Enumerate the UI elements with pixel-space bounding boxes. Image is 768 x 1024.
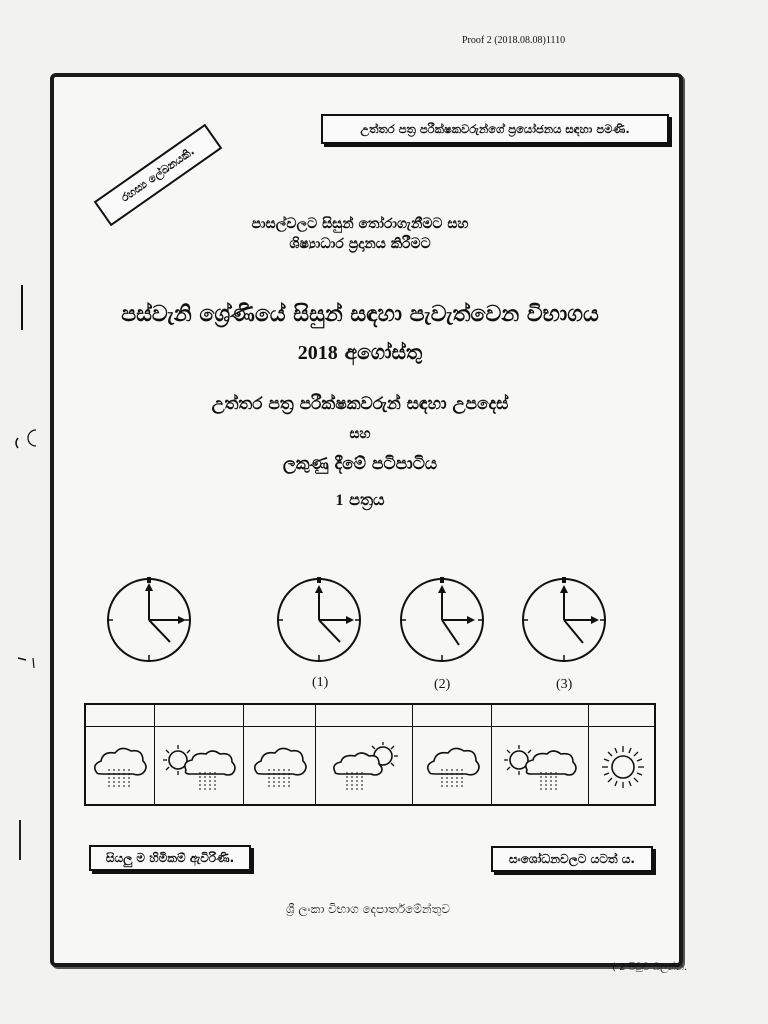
clock-icon [519, 575, 609, 665]
rain-cloud-icon [89, 743, 151, 791]
clock-icon [274, 575, 364, 665]
weather-cell [245, 728, 315, 806]
copyright-box: සියලු ම හිමිකම් ඇවිරිණි. [89, 845, 251, 871]
clock-icon [104, 575, 194, 665]
weather-cell [414, 728, 491, 806]
exam-date [80, 340, 640, 365]
weather-cell [493, 728, 588, 806]
revisions-box: සංශෝධනවලට යටත් ය. [491, 846, 653, 872]
table-divider [243, 705, 244, 804]
table-divider [315, 705, 316, 804]
weather-cell [317, 728, 412, 806]
department-name: ශ්‍රී ලංකා විභාග දෙපාර්තමේන්තුව [285, 902, 450, 916]
and-text: සහ [349, 426, 371, 442]
clock-icon [397, 575, 487, 665]
exam-month: අගෝස්තු [344, 340, 423, 364]
sun-icon [598, 742, 648, 792]
examiner-use-box: උත්තර පත්‍ර පරීක්ෂකවරුන්ගේ ප්‍රයෝජනය සඳහා පමණි. [321, 114, 669, 144]
sun-cloud-rain-icon [323, 742, 407, 792]
clock-label-2: (2) [434, 677, 451, 692]
table-divider [588, 705, 589, 804]
sun-cloud-rain-icon [158, 742, 242, 792]
table-header-divider [86, 726, 654, 727]
sun-cloud-rain-icon [499, 742, 583, 792]
exam-year: 2018 [297, 342, 338, 364]
marking-scheme-heading: ලකුණු දීමේ පටිපාටිය [282, 454, 438, 474]
exam-title: පස්වැනි ශ්‍රේණියේ සිසුන් සඳහා පැවැත්වෙන විභාගය [121, 302, 599, 327]
document-frame [50, 73, 683, 967]
weather-cell [156, 728, 243, 806]
table-divider [412, 705, 413, 804]
table-divider [154, 705, 155, 804]
weather-cell [86, 728, 154, 806]
clock-label-3: (3) [556, 677, 573, 692]
purpose-line-2: ශිෂ්‍යාධාර ප්‍රදානය කිරීමට [289, 236, 431, 252]
clock-label-1: (1) [312, 675, 329, 690]
proof-label: Proof 2 (2018.08.08)1110 [462, 35, 566, 46]
paper-word: පත්‍රය [349, 490, 385, 509]
confidential-stamp: රහස්‍ය ලේඛනයකි. [94, 124, 223, 227]
paper-number: 1 [335, 492, 344, 509]
purpose-line-1: පාසල්වලට සිසුන් තෝරාගැනීමට සහ [251, 216, 469, 232]
margin-marks [0, 280, 40, 880]
weather-cell [590, 728, 656, 806]
paper-label [80, 490, 640, 510]
turn-page-note: ( 2 පිටුව බලන්න. [612, 962, 688, 973]
table-divider [491, 705, 492, 804]
rain-cloud-icon [249, 743, 311, 791]
weather-table [84, 703, 656, 806]
rain-cloud-icon [422, 743, 484, 791]
instructions-heading: උත්තර පත්‍ර පරීක්ෂකවරුන් සඳහා උපදෙස් [211, 394, 509, 414]
